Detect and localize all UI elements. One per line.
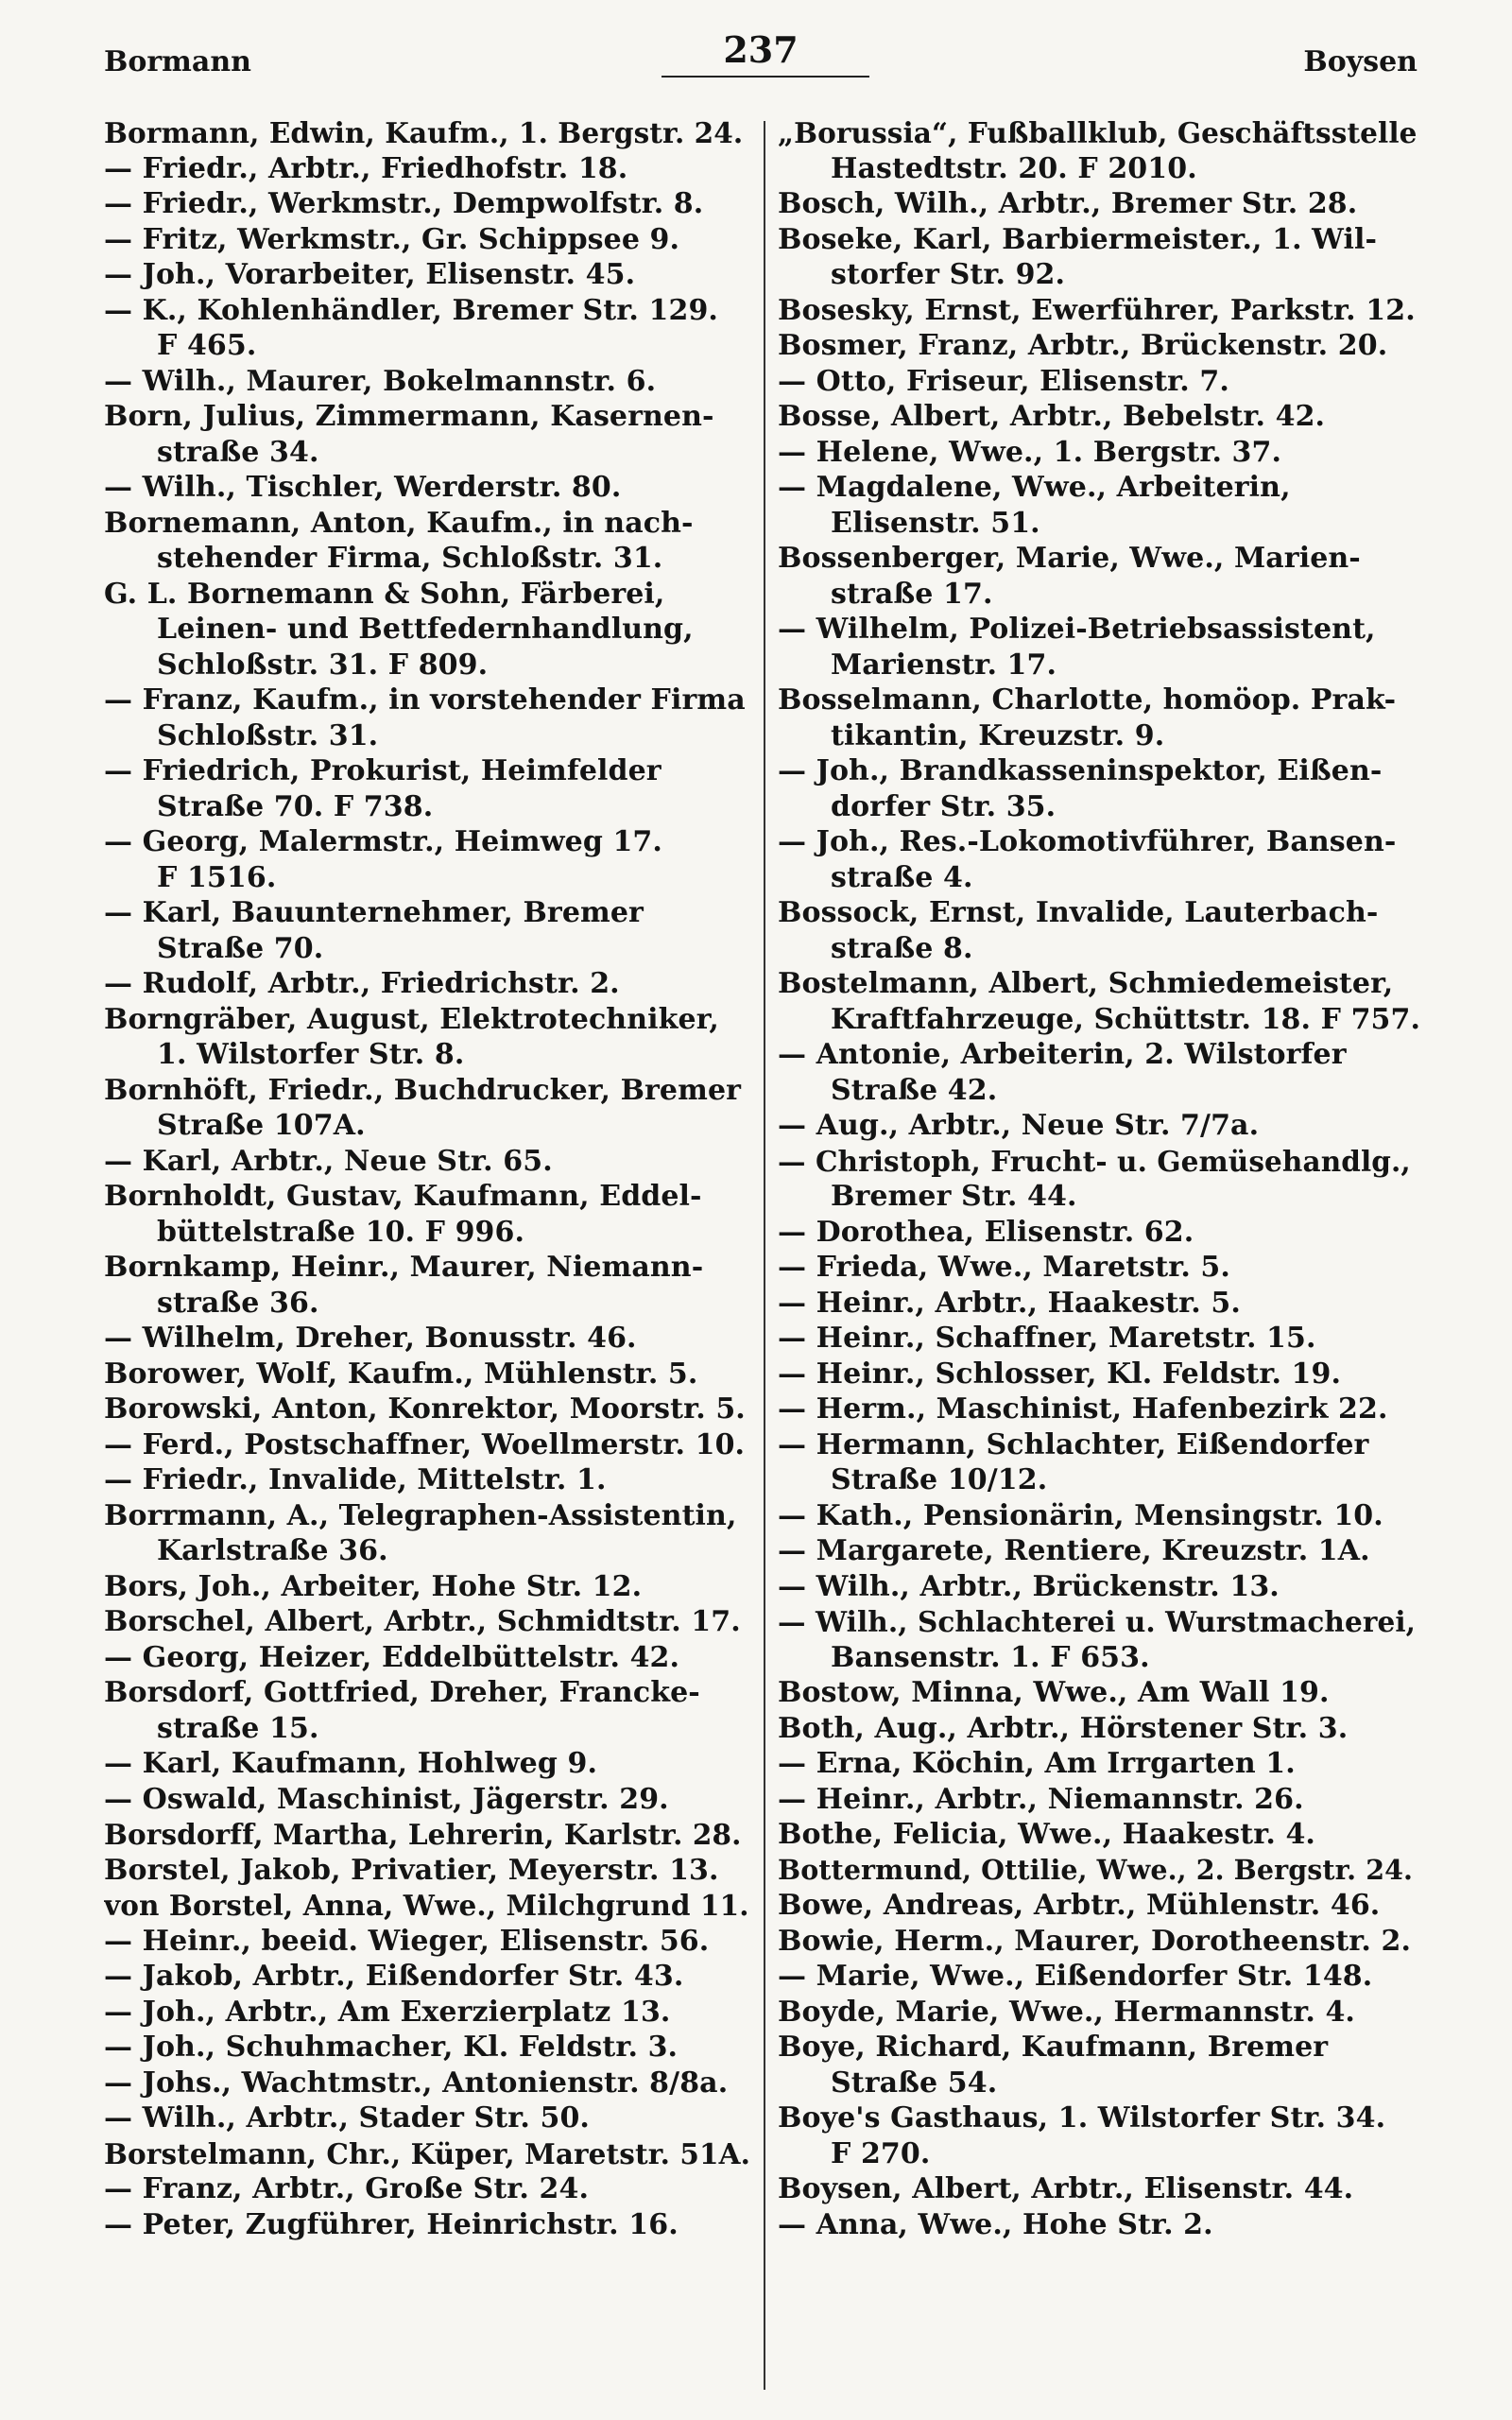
page-header <box>104 28 1418 95</box>
directory-entry-line: — Margarete, Rentiere, Kreuzstr. 1A. <box>778 1534 1370 1567</box>
directory-entry-line: — Wilh., Schlachterei u. Wurstmacherei, <box>778 1605 1417 1638</box>
directory-entry-line: — Heinr., Arbtr., Haakestr. 5. <box>778 1286 1241 1320</box>
entry-continuation-line: straße 36. <box>157 1286 319 1320</box>
directory-entry-line: — Heinr., Schaffner, Maretstr. 15. <box>778 1322 1316 1355</box>
directory-entry-line: — Friedrich, Prokurist, Heimfelder <box>104 754 662 787</box>
directory-entry-line: — Wilh., Tischler, Werderstr. 80. <box>104 471 622 504</box>
directory-entry-line: Boye, Richard, Kaufmann, Bremer <box>778 2031 1329 2064</box>
directory-entry-line: — Heinr., Arbtr., Niemannstr. 26. <box>778 1782 1304 1816</box>
directory-entry-line: — Friedr., Werkmstr., Dempwolfstr. 8. <box>104 187 704 220</box>
directory-entry-line: — Anna, Wwe., Hohe Str. 2. <box>778 2207 1213 2241</box>
directory-entry-line: — Georg, Malermstr., Heimweg 17. <box>104 825 662 858</box>
entry-continuation-line: dorfer Str. 35. <box>831 789 1057 823</box>
entry-continuation-line: F 1516. <box>157 860 277 894</box>
directory-entry-line: Bowie, Herm., Maurer, Dorotheenstr. 2. <box>778 1924 1412 1958</box>
directory-entry-line: Borngräber, August, Elektrotechniker, <box>104 1002 719 1036</box>
directory-entry-line: — Joh., Vorarbeiter, Elisenstr. 45. <box>104 258 636 291</box>
directory-entry-line: — Franz, Arbtr., Große Str. 24. <box>104 2172 590 2205</box>
entry-continuation-line: Elisenstr. 51. <box>831 506 1040 540</box>
directory-entry-line: Bossenberger, Marie, Wwe., Marien- <box>778 542 1361 575</box>
entry-continuation-line: Schloßstr. 31. F 809. <box>157 648 489 682</box>
directory-entry-line: — Dorothea, Elisenstr. 62. <box>778 1215 1194 1249</box>
directory-entry-line: — Wilh., Arbtr., Brückenstr. 13. <box>778 1569 1280 1603</box>
directory-entry-line: Borower, Wolf, Kaufm., Mühlenstr. 5. <box>104 1357 698 1391</box>
directory-entry-line: Bornholdt, Gustav, Kaufmann, Eddel- <box>104 1180 702 1213</box>
left-column <box>104 115 751 2384</box>
directory-entry-line: Both, Aug., Arbtr., Hörstener Str. 3. <box>778 1711 1349 1745</box>
entry-continuation-line: storfer Str. 92. <box>831 258 1066 291</box>
directory-entry-line: Borrmann, A., Telegraphen-Assistentin, <box>104 1498 737 1532</box>
directory-entry-line: — Aug., Arbtr., Neue Str. 7/7a. <box>778 1109 1260 1142</box>
directory-entry-line: Bosselmann, Charlotte, homöop. Prak- <box>778 683 1397 717</box>
entry-continuation-line: straße 34. <box>157 435 319 469</box>
directory-entry-line: Bormann, Edwin, Kaufm., 1. Bergstr. 24. <box>104 116 744 149</box>
entry-continuation-line: Leinen- und Bettfedernhandlung, <box>157 613 694 646</box>
directory-entry-line: — Johs., Wachtmstr., Antonienstr. 8/8a. <box>104 2066 729 2100</box>
directory-entry-line: — Joh., Arbtr., Am Exerzierplatz 13. <box>104 1995 671 2029</box>
entry-continuation-line: Bremer Str. 44. <box>831 1180 1077 1213</box>
entry-continuation-line: büttelstraße 10. F 996. <box>157 1215 525 1249</box>
entry-continuation-line: Straße 70. F 738. <box>157 789 434 823</box>
entry-continuation-line: Straße 42. <box>831 1073 998 1107</box>
directory-entry-line: Boyde, Marie, Wwe., Hermannstr. 4. <box>778 1995 1355 2029</box>
right-column <box>778 115 1420 2384</box>
entry-continuation-line: Marienstr. 17. <box>831 648 1057 682</box>
directory-entry-line: — Franz, Kaufm., in vorstehender Firma <box>104 683 746 717</box>
directory-entry-line: — Erna, Köchin, Am Irrgarten 1. <box>778 1747 1296 1780</box>
directory-entry-line: — Friedr., Invalide, Mittelstr. 1. <box>104 1463 607 1496</box>
header-right-keyword: Boysen <box>1303 45 1418 78</box>
entry-continuation-line: Kraftfahrzeuge, Schüttstr. 18. F 757. <box>831 1002 1420 1036</box>
directory-entry-line: — Peter, Zugführer, Heinrichstr. 16. <box>104 2207 679 2241</box>
directory-entry-line: Borschel, Albert, Arbtr., Schmidtstr. 17. <box>104 1605 741 1638</box>
directory-entry-line: — Rudolf, Arbtr., Friedrichstr. 2. <box>104 967 620 1000</box>
directory-entry-line: Bowe, Andreas, Arbtr., Mühlenstr. 46. <box>778 1889 1381 1922</box>
directory-entry-line: — Wilhelm, Polizei-Betriebsassistent, <box>778 613 1376 646</box>
entry-continuation-line: Straße 70. <box>157 931 324 965</box>
entry-continuation-line: straße 8. <box>831 931 973 965</box>
directory-entry-line: — Wilh., Maurer, Bokelmannstr. 6. <box>104 364 657 398</box>
directory-entry-line: Bosesky, Ernst, Ewerführer, Parkstr. 12. <box>778 293 1416 327</box>
header-rule <box>662 76 869 78</box>
directory-entry-line: — Otto, Friseur, Elisenstr. 7. <box>778 364 1229 398</box>
directory-entry-line: — Fritz, Werkmstr., Gr. Schippsee 9. <box>104 222 680 256</box>
directory-entry-line: — Helene, Wwe., 1. Bergstr. 37. <box>778 435 1282 469</box>
directory-entry-line: — Georg, Heizer, Eddelbüttelstr. 42. <box>104 1640 680 1674</box>
directory-entry-line: — Joh., Brandkasseninspektor, Eißen- <box>778 754 1383 787</box>
entry-continuation-line: stehender Firma, Schloßstr. 31. <box>157 542 663 575</box>
directory-entry-line: Boseke, Karl, Barbiermeister., 1. Wil- <box>778 222 1377 256</box>
page-number: 237 <box>723 28 799 71</box>
directory-entry-line: — Hermann, Schlachter, Eißendorfer <box>778 1427 1369 1461</box>
directory-entry-line: Bornhöft, Friedr., Buchdrucker, Bremer <box>104 1073 742 1107</box>
directory-entry-line: — K., Kohlenhändler, Bremer Str. 129. <box>104 293 718 327</box>
directory-entry-line: — Karl, Bauunternehmer, Bremer <box>104 896 644 929</box>
directory-entry-line: Borsdorf, Gottfried, Dreher, Francke- <box>104 1676 700 1709</box>
column-divider <box>764 121 765 2390</box>
directory-entry-line: Bosmer, Franz, Arbtr., Brückenstr. 20. <box>778 329 1388 362</box>
directory-entry-line: — Christoph, Frucht- u. Gemüsehandlg., <box>778 1144 1411 1178</box>
directory-entry-line: Bosse, Albert, Arbtr., Bebelstr. 42. <box>778 400 1326 433</box>
entry-continuation-line: Hastedtstr. 20. F 2010. <box>831 151 1197 185</box>
entry-continuation-line: Straße 10/12. <box>831 1463 1048 1496</box>
directory-entry-line: — Oswald, Maschinist, Jägerstr. 29. <box>104 1782 669 1816</box>
directory-entry-line: Boye's Gasthaus, 1. Wilstorfer Str. 34. <box>778 2101 1386 2135</box>
directory-entry-line: Bornkamp, Heinr., Maurer, Niemann- <box>104 1251 704 1284</box>
directory-entry-line: Bors, Joh., Arbeiter, Hohe Str. 12. <box>104 1569 643 1603</box>
entry-continuation-line: Schloßstr. 31. <box>157 718 379 752</box>
directory-entry-line: — Friedr., Arbtr., Friedhofstr. 18. <box>104 151 628 185</box>
directory-entry-line: — Wilh., Arbtr., Stader Str. 50. <box>104 2101 590 2135</box>
directory-entry-line: — Frieda, Wwe., Maretstr. 5. <box>778 1251 1230 1284</box>
directory-entry-line: — Jakob, Arbtr., Eißendorfer Str. 43. <box>104 1960 684 1993</box>
directory-entry-line: Bottermund, Ottilie, Wwe., 2. Bergstr. 24. <box>778 1853 1414 1886</box>
directory-entry-line: Borowski, Anton, Konrektor, Moorstr. 5. <box>104 1392 746 1426</box>
directory-entry-line: Born, Julius, Zimmermann, Kasernen- <box>104 400 714 433</box>
entry-continuation-line: Bansenstr. 1. F 653. <box>831 1640 1150 1674</box>
directory-entry-line: von Borstel, Anna, Wwe., Milchgrund 11. <box>104 1889 749 1922</box>
directory-entry-line: Bostow, Minna, Wwe., Am Wall 19. <box>778 1676 1330 1709</box>
directory-entry-line: — Herm., Maschinist, Hafenbezirk 22. <box>778 1392 1388 1426</box>
directory-entry-line: Borsdorff, Martha, Lehrerin, Karlstr. 28. <box>104 1818 742 1851</box>
entry-continuation-line: 1. Wilstorfer Str. 8. <box>157 1038 465 1071</box>
entry-continuation-line: straße 15. <box>157 1711 319 1745</box>
entry-continuation-line: straße 17. <box>831 577 993 611</box>
directory-entry-line: — Kath., Pensionärin, Mensingstr. 10. <box>778 1498 1383 1532</box>
directory-entry-line: G. L. Bornemann & Sohn, Färberei, <box>104 577 665 611</box>
directory-entry-line: Bosch, Wilh., Arbtr., Bremer Str. 28. <box>778 187 1358 220</box>
entry-continuation-line: Straße 54. <box>831 2066 998 2100</box>
directory-entry-line: — Heinr., Schlosser, Kl. Feldstr. 19. <box>778 1357 1342 1391</box>
directory-entry-line: „Borussia“, Fußballklub, Geschäftsstelle <box>778 116 1418 149</box>
entry-continuation-line: F 465. <box>157 329 257 362</box>
directory-entry-line: Bossock, Ernst, Invalide, Lauterbach- <box>778 896 1379 929</box>
header-left-keyword: Bormann <box>104 45 251 78</box>
directory-entry-line: — Magdalene, Wwe., Arbeiterin, <box>778 471 1291 504</box>
entry-continuation-line: Straße 107A. <box>157 1109 366 1142</box>
directory-entry-line: — Wilhelm, Dreher, Bonusstr. 46. <box>104 1322 637 1355</box>
directory-entry-line: — Karl, Kaufmann, Hohlweg 9. <box>104 1747 597 1780</box>
directory-entry-line: — Ferd., Postschaffner, Woellmerstr. 10. <box>104 1427 746 1461</box>
directory-entry-line: Bornemann, Anton, Kaufm., in nach- <box>104 506 694 540</box>
directory-entry-line: Boysen, Albert, Arbtr., Elisenstr. 44. <box>778 2172 1354 2205</box>
entry-continuation-line: tikantin, Kreuzstr. 9. <box>831 718 1165 752</box>
directory-entry-line: — Karl, Arbtr., Neue Str. 65. <box>104 1144 553 1178</box>
directory-entry-line: — Antonie, Arbeiterin, 2. Wilstorfer <box>778 1038 1347 1071</box>
directory-entry-line: — Heinr., beeid. Wieger, Elisenstr. 56. <box>104 1924 710 1958</box>
directory-entry-line: Bostelmann, Albert, Schmiedemeister, <box>778 967 1394 1000</box>
directory-entry-line: — Marie, Wwe., Eißendorfer Str. 148. <box>778 1960 1373 1993</box>
directory-entry-line: — Joh., Schuhmacher, Kl. Feldstr. 3. <box>104 2031 679 2064</box>
directory-entry-line: Borstel, Jakob, Privatier, Meyerstr. 13. <box>104 1853 719 1887</box>
directory-entry-line: Bothe, Felicia, Wwe., Haakestr. 4. <box>778 1818 1315 1851</box>
directory-entry-line: — Joh., Res.-Lokomotivführer, Bansen- <box>778 825 1397 858</box>
directory-entry-line: Borstelmann, Chr., Küper, Maretstr. 51A. <box>104 2136 750 2170</box>
entry-continuation-line: F 270. <box>831 2136 931 2170</box>
entry-continuation-line: Karlstraße 36. <box>157 1534 388 1567</box>
entry-continuation-line: straße 4. <box>831 860 973 894</box>
